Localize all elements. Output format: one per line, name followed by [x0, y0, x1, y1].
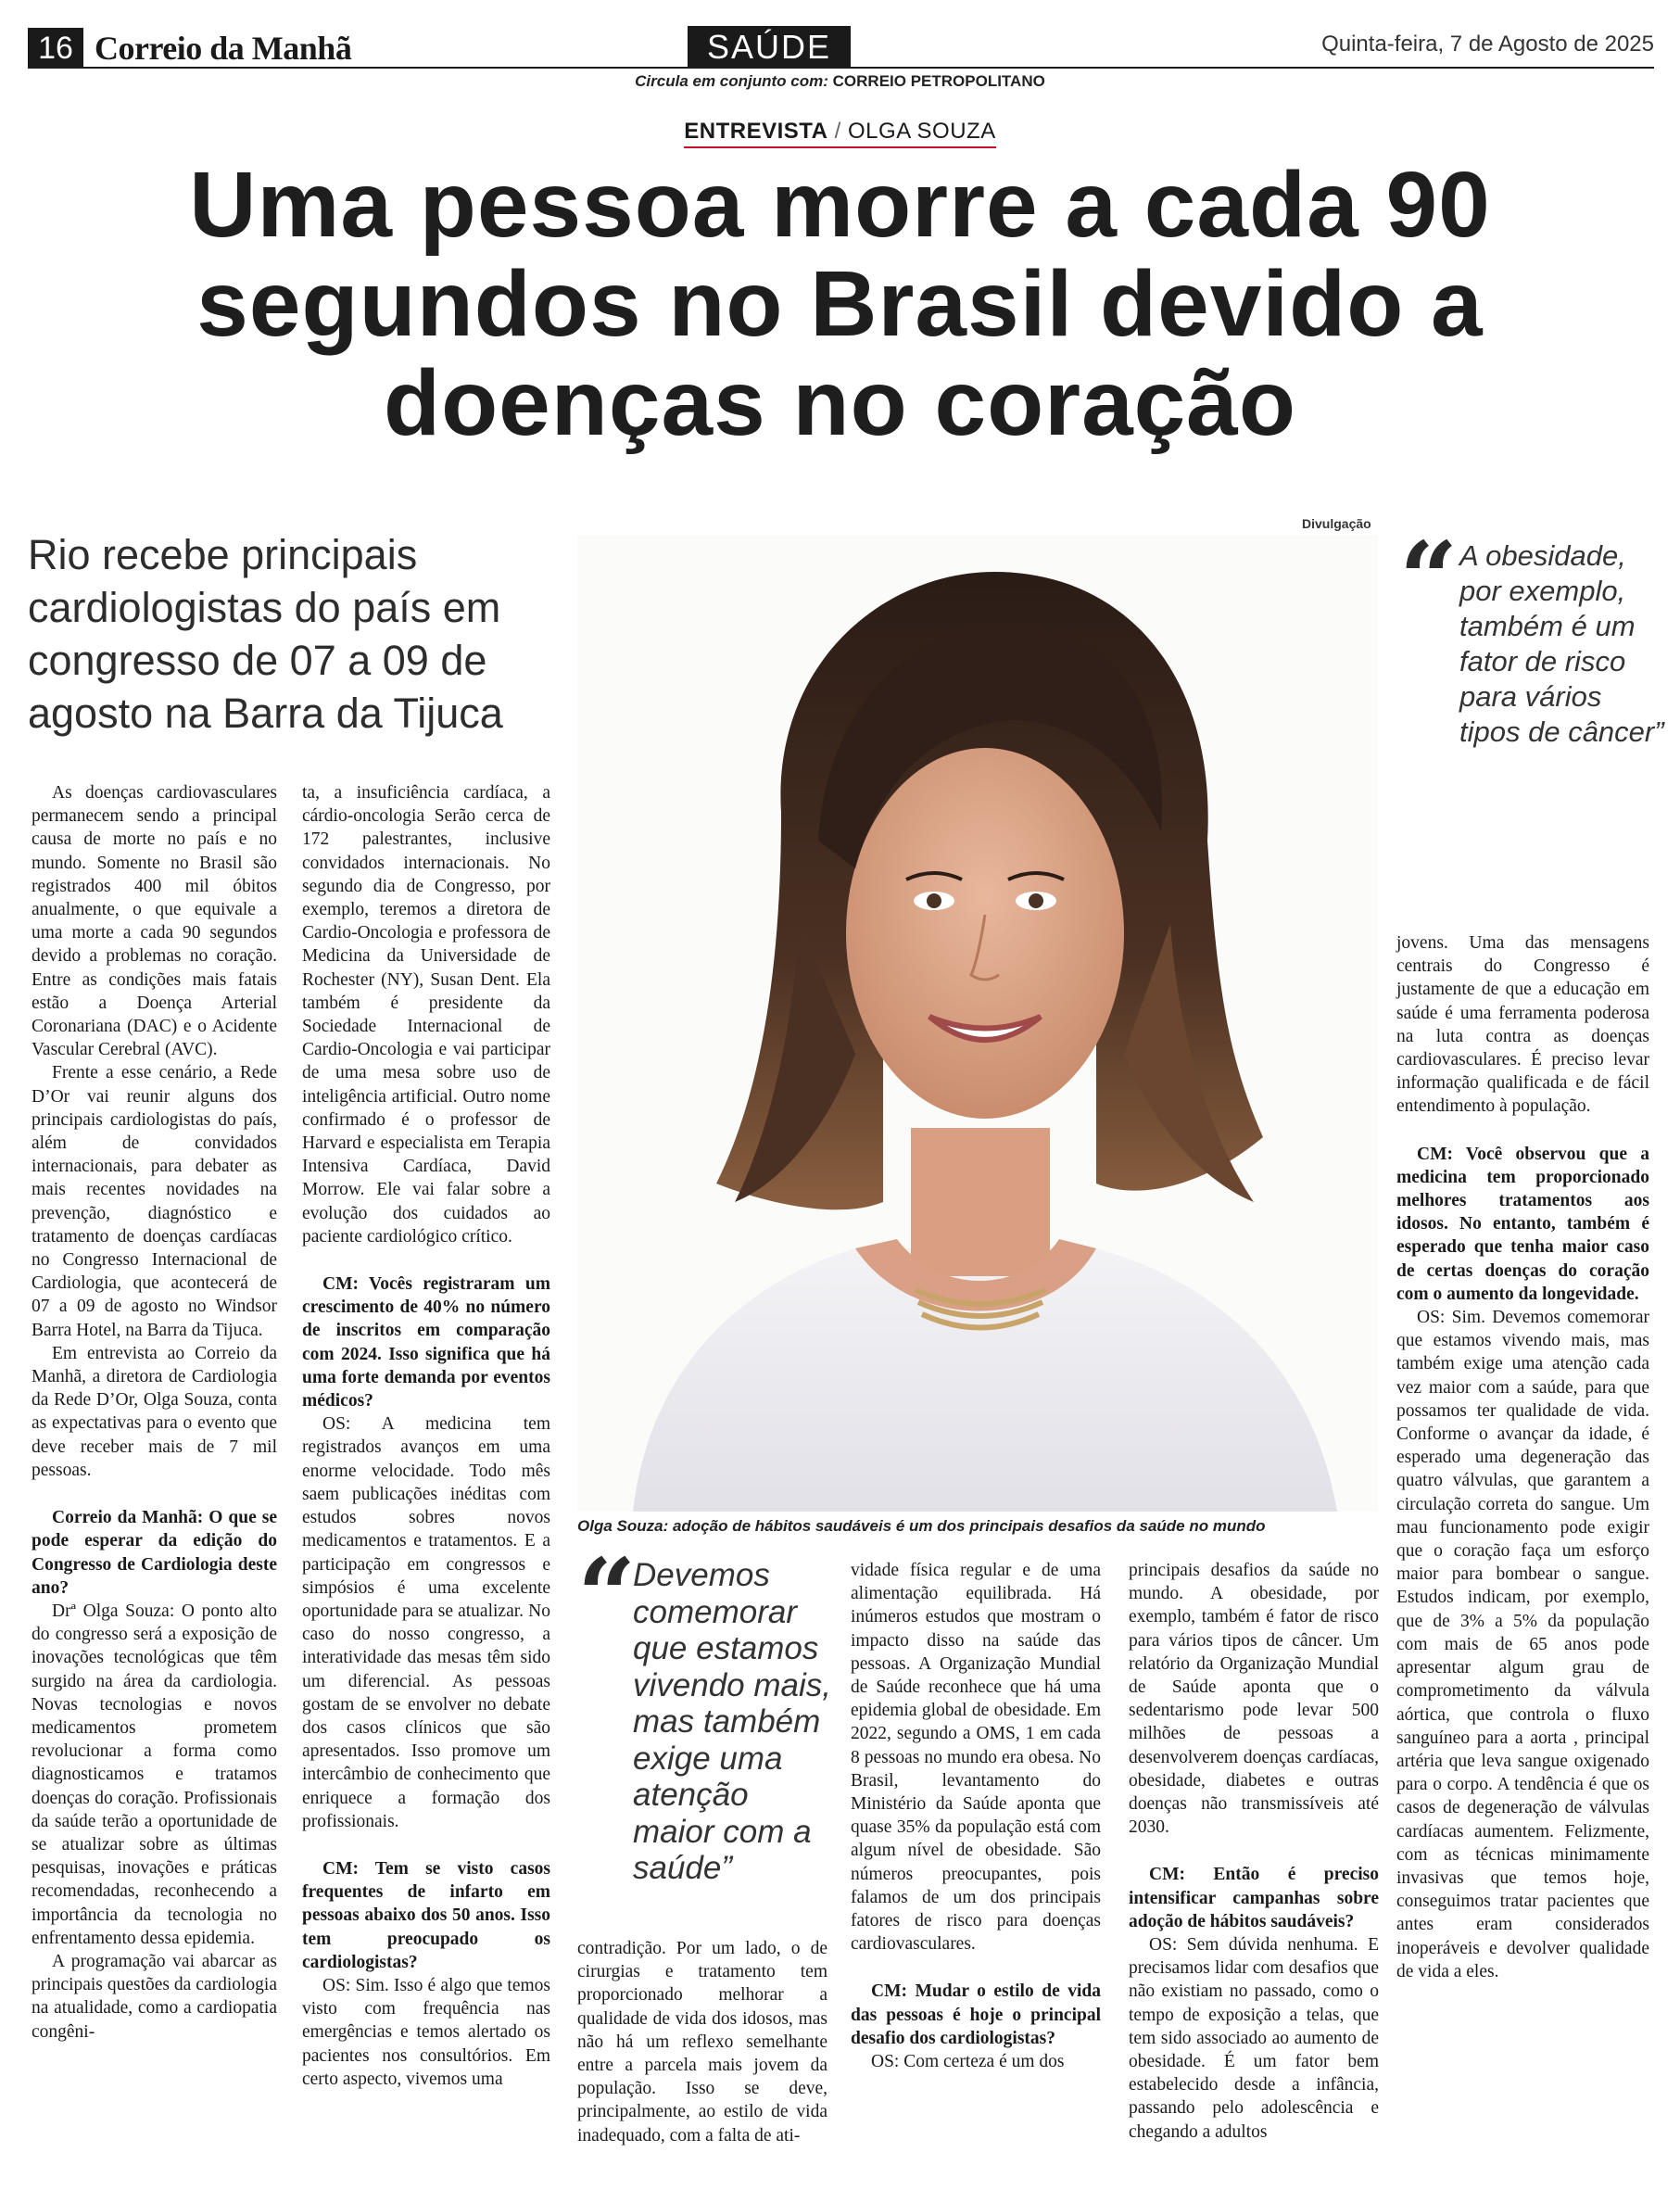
photo-credit: Divulgação	[1302, 516, 1371, 531]
body-paragraph: Em entrevista ao Correio da Manhã, a diretora de Cardiologia da Rede D’Or, Olga Souza, conta as expectativas para o evento que deve receber mais de 7 mil pessoas.	[32, 1343, 277, 1480]
circulation-label: Circula em conjunto com:	[635, 72, 828, 90]
quote-mark-icon: “	[577, 1536, 637, 1655]
circulation-partner: CORREIO PETROPOLITANO	[832, 72, 1045, 90]
interview-question: CM: Você observou que a medicina tem proporcionado melhores tratamentos aos idosos. No entanto, também é esperado que tenha maior caso de certas doenças do coração com o aumento da longevidade.	[1396, 1144, 1649, 1304]
kicker-name: OLGA SOUZA	[848, 119, 996, 144]
interview-answer: OS: Sem dúvida nenhuma. E precisamos lidar com desafios que não existiam no passado, como o tempo de exposição a telas, que tem sido associado ao aumento de obesidade. É um fator bem estabelecido desde a infância, passando pelo adolescência e chegando a adultos	[1129, 1935, 1379, 2142]
kicker-label: ENTREVISTA	[684, 119, 828, 144]
circulation-note	[0, 72, 1680, 91]
interview-answer: OS: Sim. Devemos comemorar que estamos vivendo mais, mas também exige uma atenção cada vez maior com a saúde, para que possamos ter qualidade de vida. Conforme o avançar da idade, é esperado uma degeneração das quatro válvulas, que garantem a circulação correta do sangue. Um mau funcionamento pode exigir que o coração faça um esforço maior para bombear o sangue. Estudos indicam, por exemplo, que de 3% a 5% da população com mais de 65 anos pode apresentar algum grau de comprometimento da válvula aórtica, que controla o fluxo sanguíneo para a aorta , principal artéria que leva sangue oxigenado para o corpo. A tendência é que os casos de degeneração de válvulas cardíacas aumentem. Felizmente, com as técnicas minimamente invasivas que temos hoje, conseguimos tratar pacientes que antes eram considerados inoperáveis e devolver qualidade de vida a eles.	[1396, 1308, 1649, 1981]
body-paragraph: ta, a insuficiência cardíaca, a cárdio-oncologia Serão cerca de 172 palestrantes, inclusive convidados internacionais. No segundo dia de Congresso, por exemplo, teremos a diretora de Cardio-Oncologia e professora de Medicina da Universidade de Rochester (NY), Susan Dent. Ela também é presidente da Sociedade Internacional de Cardio-Oncologia e vai participar de uma mesa sobre uso de inteligência artificial. Outro nome confirmado é o professor de Harvard e especialista em Terapia Intensiva Cardíaca, David Morrow. Ele vai falar sobre a evolução dos cuidados ao paciente cardiológico crítico.	[302, 783, 550, 1247]
interview-answer: OS: Sim. Isso é algo que temos visto com frequência nas emergências e temos alertado os pacientes nos consultórios. Em certo aspecto, vivemos uma	[302, 1975, 550, 2089]
page-number: 16	[28, 28, 83, 69]
body-paragraph: As doenças cardiovasculares permanecem sendo a principal causa de morte no país e no mundo. Somente no Brasil são registrados 400 mil óbitos anualmente, o que equivale a uma morte a cada 90 segundos devido a problemas no coração. Entre as condições mais fatais estão a Doença Arterial Coronariana (DAC) e o Acidente Vascular Cerebral (AVC).	[32, 783, 277, 1060]
headline: Uma pessoa morre a cada 90 segundos no Brasil devido a doenças no coração	[189, 153, 1491, 455]
pull-quote-bottom	[577, 1536, 837, 1920]
body-paragraph: vidade física regular e de uma alimentação equilibrada. Há inúmeros estudos que mostram o impacto disso na saúde das pessoas. A Organização Mundial de Saúde reconhece que há uma epidemia global de obesidade. Em 2022, segundo a OMS, 1 em cada 8 pessoas no mundo era obesa. No Brasil, levantamento do Ministério da Saúde aponta que quase 35% da população está com algum nível de obesidade. São números preocupantes, pois falamos de um dos principais fatores de risco para doenças cardiovasculares.	[851, 1561, 1101, 1955]
interview-question: CM: Vocês registraram um crescimento de 40% no número de inscritos em comparação com 2024. Isso significa que há uma forte demanda por eventos médicos?	[302, 1274, 550, 1411]
portrait-photo	[577, 535, 1378, 1512]
photo-caption: Olga Souza: adoção de hábitos saudáveis é um dos principais desafios da saúde no mundo	[577, 1517, 1266, 1535]
kicker-separator: /	[834, 119, 841, 144]
interview-answer: OS: A medicina tem registrados avanços em uma enorme velocidade. Todo mês saem publicações inéditas com estudos sobres novos medicamentos e tratamentos. E a participação em congressos e simpósios é uma excelente oportunidade para se atualizar. No caso do nosso congresso, a interatividade das mesas têm sido um diferencial. As pessoas gostam de se envolver no debate dos casos clínicos que são apresentados. Isso promove um intercâmbio de conhecimento que enriquece a formação dos profissionais.	[302, 1414, 550, 1831]
body-paragraph: contradição. Por um lado, o de cirurgias e tratamento tem proporcionado melhorar a qualidade de vida dos idosos, mas não há um reflexo semelhante entre a parcela mais jovem da população. Isso se deve, principalmente, ao estilo de vida inadequado, com a falta de ati-	[577, 1939, 827, 2146]
body-paragraph: principais desafios da saúde no mundo. A obesidade, por exemplo, também é fator de risco para vários tipos de câncer. Um relatório da Organização Mundial de Saúde aponta que o sedentarismo pode levar 500 milhões de pessoas a desenvolverem doenças cardíacas, obesidade, diabetes e outras doenças não transmissíveis até 2030.	[1129, 1561, 1379, 1838]
body-paragraph: Frente a esse cenário, a Rede D’Or vai reunir alguns dos principais cardiologistas do país, além de convidados internacionais, para debater as mais recentes novidades na prevenção, diagnóstico e tratamento de doenças cardíacas no Congresso Internacional de Cardiologia, que acontecerá de 07 a 09 de agosto no Windsor Barra Hotel, na Barra da Tijuca.	[32, 1063, 277, 1340]
article-column-6	[1396, 931, 1649, 1983]
interview-question: Correio da Manhã: O que se pode esperar da edição do Congresso de Cardiologia deste ano?	[32, 1508, 277, 1598]
pull-quote-text: Devemos comemorar que estamos vivendo mais, mas também exige uma atenção maior com a saúde”	[633, 1557, 831, 1886]
interview-answer: Drª Olga Souza: O ponto alto do congresso será a exposição de inovações tecnológicas que têm surgido na área da cardiologia. Novas tecnologias e novos medicamentos prometem revolucionar a forma como diagnosticamos e tratamos doenças do coração. Profissionais da saúde terão a oportunidade de se atualizar sobre as últimas pesquisas, inovações e práticas recomendadas, reconhecendo a importância da tecnologia no enfrentamento dessa epidemia.	[32, 1601, 277, 1948]
body-paragraph: A programação vai abarcar as principais questões da cardiologia na atualidade, como a cardiopatia congêni-	[32, 1951, 277, 2042]
subheadline: Rio recebe principais cardiologistas do país em congresso de 07 a 09 de agosto na Barra da Tijuca	[28, 531, 503, 737]
interview-answer: OS: Com certeza é um dos	[871, 2052, 1065, 2072]
article-column-3	[577, 1937, 827, 2147]
issue-date: Quinta-feira, 7 de Agosto de 2025	[1321, 32, 1654, 57]
body-paragraph: jovens. Uma das mensagens centrais do Congresso é justamente de que a educação em saúde é uma ferramenta poderosa na luta contra as doenças cardiovasculares. É preciso levar informação qualificada e de fácil entendimento à população.	[1396, 933, 1649, 1117]
article-column-2	[302, 781, 550, 2091]
article-column-1	[32, 781, 277, 2044]
masthead-rule	[28, 67, 1654, 69]
interview-question: CM: Então é preciso intensificar campanhas sobre adoção de hábitos saudáveis?	[1129, 1865, 1379, 1931]
article-kicker	[0, 119, 1680, 148]
newspaper-name: Correio da Manhã	[95, 30, 352, 67]
article-column-4	[851, 1559, 1101, 2073]
article-column-5	[1129, 1559, 1379, 2144]
interview-question: CM: Tem se visto casos frequentes de infarto em pessoas abaixo dos 50 anos. Isso tem preocupado os cardiologistas?	[302, 1858, 550, 1972]
section-label: SAÚDE	[688, 26, 851, 69]
pull-quote-top	[1399, 519, 1664, 792]
interview-question: CM: Mudar o estilo de vida das pessoas é hoje o principal desafio dos cardiologistas?	[851, 1981, 1101, 2048]
portrait-illustration	[577, 535, 1378, 1512]
pull-quote-text: A obesidade, por exemplo, também é um fator de risco para vários tipos de câncer”	[1459, 539, 1664, 748]
quote-mark-icon: “	[1399, 519, 1459, 639]
